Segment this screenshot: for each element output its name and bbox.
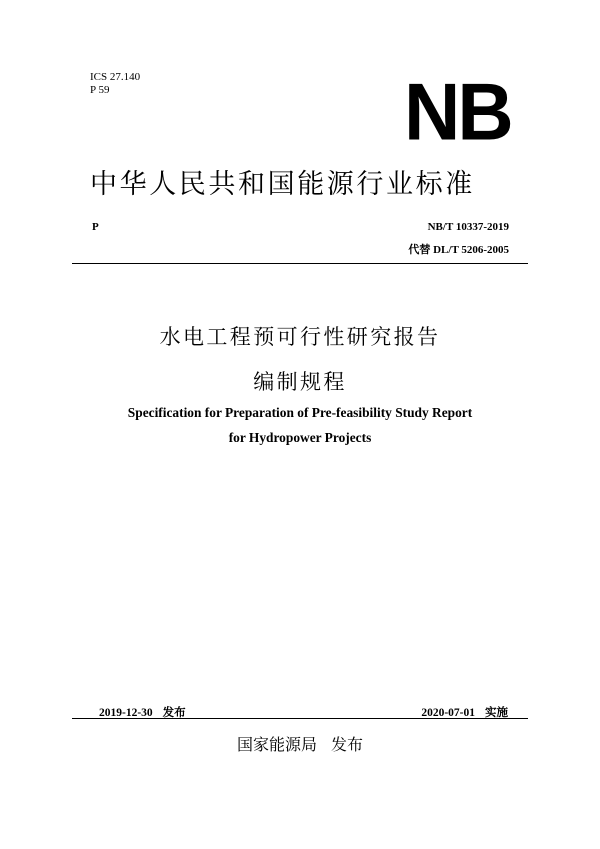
title-en-line1: Specification for Preparation of Pre-feasibility Study Report <box>127 405 473 420</box>
issue-label: 发布 <box>162 707 186 719</box>
publisher-name: 国家能源局 <box>236 735 317 754</box>
bottom-divider <box>72 718 528 719</box>
nb-logo: NB <box>404 65 511 158</box>
title-cn-line2: 编制规程 <box>253 370 347 394</box>
category-letter: P <box>92 221 99 233</box>
publisher-label: 发布 <box>331 735 364 754</box>
ccs-code: P 59 <box>90 84 110 96</box>
implementation-label: 实施 <box>485 707 508 719</box>
ics-code: ICS 27.140 <box>90 71 141 83</box>
issue-date: 2019-12-30 <box>99 707 153 719</box>
implementation-date: 2020-07-01 <box>421 707 475 719</box>
replaces-standard: 代替 DL/T 5206-2005 <box>408 244 509 256</box>
title-en-line2: for Hydropower Projects <box>228 430 372 445</box>
title-cn-line1: 水电工程预可行性研究报告 <box>159 325 441 349</box>
standard-code: NB/T 10337-2019 <box>427 221 509 233</box>
publisher-block <box>0 732 600 755</box>
classification-codes <box>90 71 140 97</box>
standard-type-title: 中华人民共和国能源行业标准 <box>90 169 475 200</box>
top-divider <box>72 263 528 264</box>
